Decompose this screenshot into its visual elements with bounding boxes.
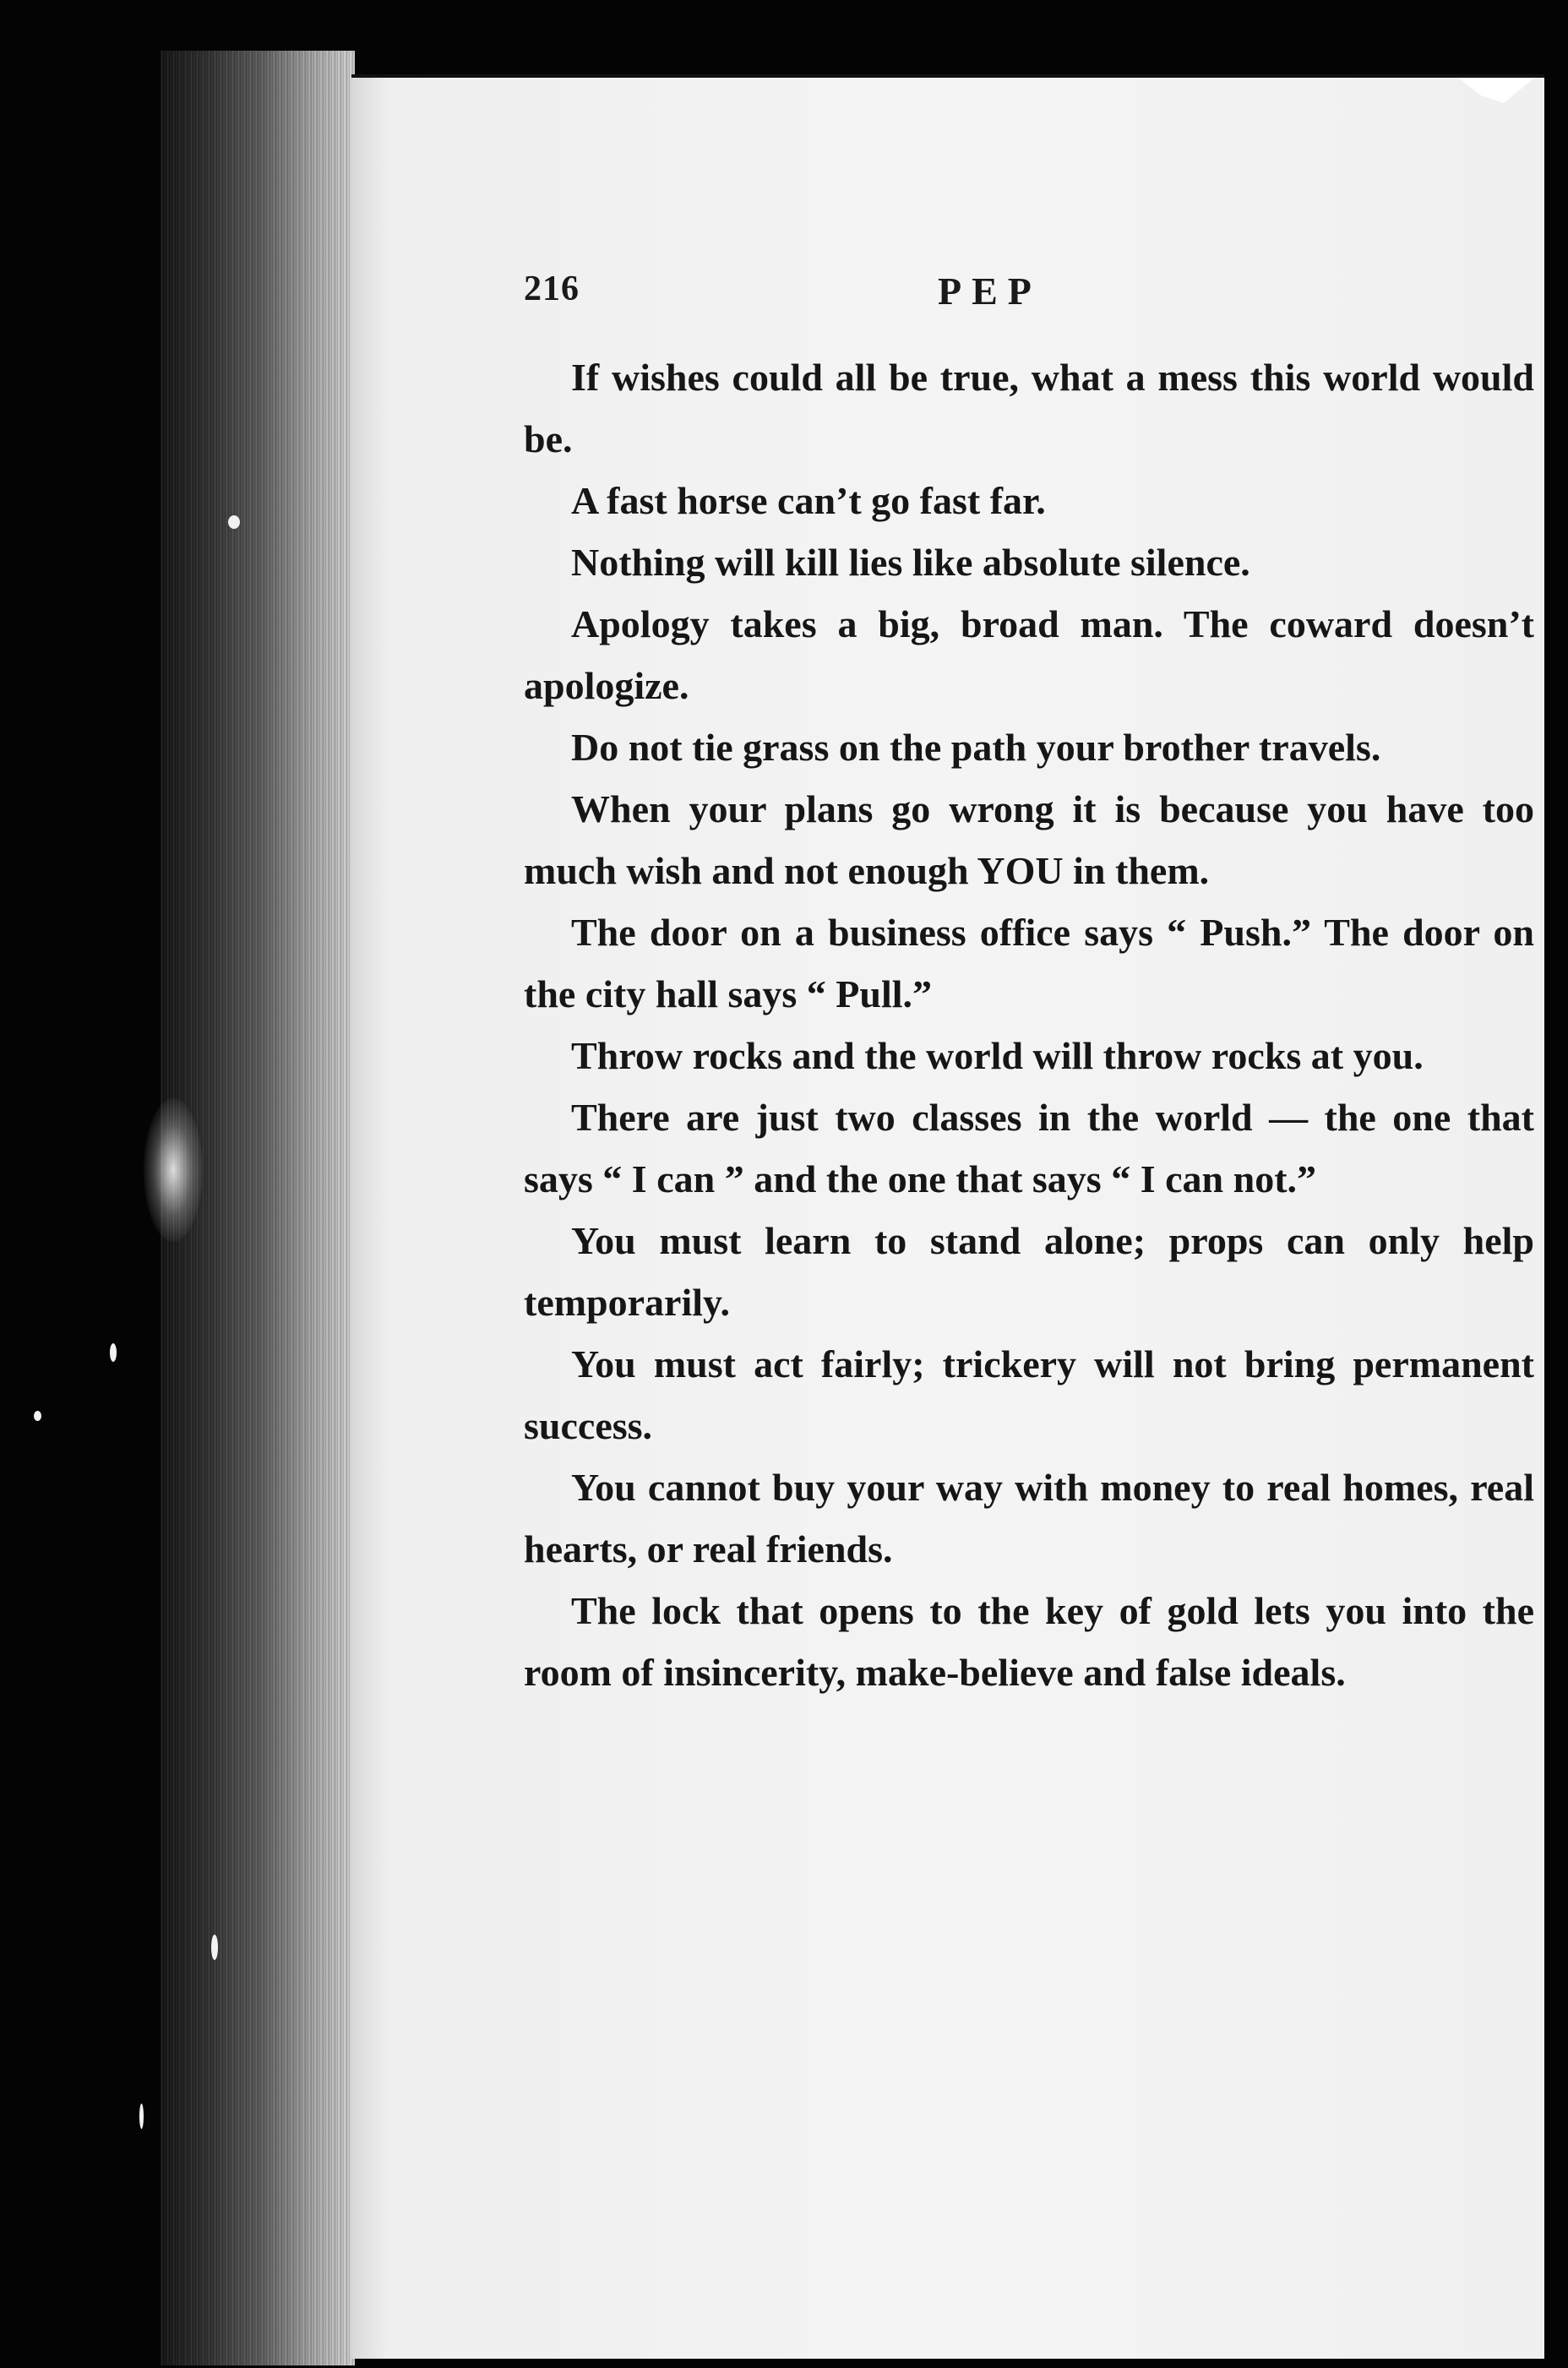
dust-speck	[228, 515, 240, 529]
paragraph: Nothing will kill lies like absolute silence.	[571, 541, 1250, 584]
paragraph: A fast horse can’t go fast far.	[571, 479, 1046, 522]
paragraph: When your plans go wrong it is because you have too much wish and not enough YOU in them.	[524, 787, 1534, 892]
paragraph: If wishes could all be true, what a mess this world would be.	[524, 356, 1534, 460]
paragraph: You cannot buy your way with money to real homes, real hearts, or real friends.	[524, 1466, 1534, 1571]
paragraph: You must act fairly; trickery will not bring permanent success.	[524, 1342, 1534, 1447]
running-title: PEP	[938, 269, 1042, 313]
page-number: 216	[524, 269, 580, 308]
page-text	[524, 346, 1534, 1703]
scan-glare	[144, 1098, 203, 1242]
paragraph: Apology takes a big, broad man. The coward doesn’t apologize.	[524, 602, 1534, 707]
paragraph: You must learn to stand alone; props can only help temporarily.	[524, 1219, 1534, 1324]
paragraph: Throw rocks and the world will throw rocks at you.	[571, 1034, 1424, 1077]
paragraph: The door on a business office says “ Push.” The door on the city hall says “ Pull.”	[524, 911, 1534, 1015]
page-header	[524, 269, 1529, 319]
paragraph: There are just two classes in the world — the one that says “ I can ” and the one that says “ I can not.”	[524, 1096, 1534, 1200]
paragraph: The lock that opens to the key of gold lets you into the room of insincerity, make-believe and false ideals.	[524, 1589, 1534, 1694]
dust-speck	[211, 1935, 218, 1960]
dust-speck	[139, 2104, 144, 2129]
page-tear	[1458, 78, 1534, 103]
paragraph: Do not tie grass on the path your brother travels.	[571, 726, 1381, 769]
dust-speck	[110, 1343, 117, 1362]
dust-speck	[34, 1411, 41, 1421]
